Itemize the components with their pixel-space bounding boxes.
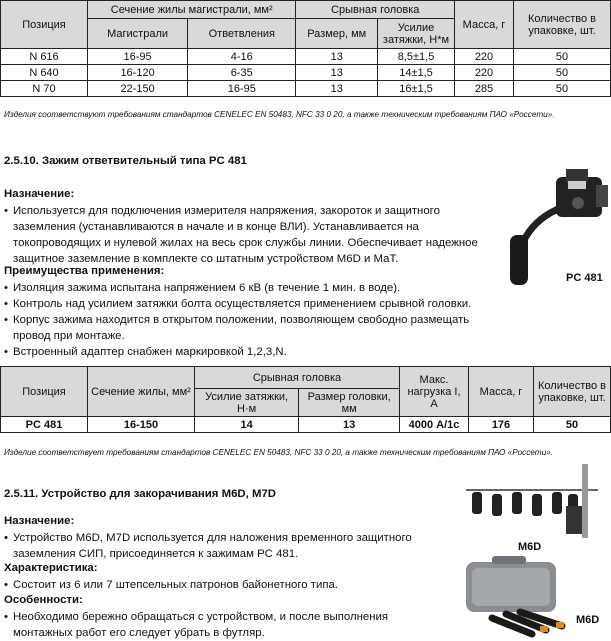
pc481-image-label: PC 481 (566, 272, 603, 284)
cell: 13 (299, 417, 400, 433)
m6d-image-label: M6D (518, 541, 542, 553)
cell: 13 (296, 65, 378, 81)
cell: 16-95 (188, 81, 296, 97)
m6d-case-image (462, 556, 574, 639)
col-position: Позиция (1, 1, 88, 49)
cell: 8,5±1,5 (378, 49, 455, 65)
table-row (1, 49, 611, 65)
col-qty: Количество в упаковке, шт. (534, 367, 611, 417)
cell: 285 (455, 81, 514, 97)
standards-note: Изделие соответствует требованиям стандартов CENELEC EN 50483, NFC 33 0 20, а также техническим требованиям ПАО «Россети». (4, 448, 554, 457)
col-section: Сечение жилы, мм² (88, 367, 195, 417)
table-pc481 (0, 366, 611, 433)
col-qty: Количество в упаковке, шт. (514, 1, 611, 49)
section-title-m6d: 2.5.11. Устройство для закорачивания М6D, M7D (4, 488, 277, 500)
cell: 220 (455, 65, 514, 81)
cell: 16-120 (88, 65, 188, 81)
col-position: Позиция (1, 367, 88, 417)
col-main: Магистрали (88, 19, 188, 49)
cell: PC 481 (1, 417, 88, 433)
cell: 50 (514, 65, 611, 81)
col-section: Сечение жилы магистрали, мм² (88, 1, 296, 19)
cell: 16-150 (88, 417, 195, 433)
cell: 13 (296, 81, 378, 97)
col-breakhead: Срывная головка (195, 367, 400, 389)
cell: 6-35 (188, 65, 296, 81)
purpose-paragraph: • Используется для подключения измерителя напряжения, закороток и защитного заземления (устанавливаются в начале и в конце ВЛИ). Устанавливается на токопроводящих и нулевой жилах на весь срок службы линии. Обеспечивает надежное защитное заземление в комплекте со штатным устройством М6D и МаТ. (4, 203, 496, 267)
cell: 176 (469, 417, 534, 433)
purpose-paragraph: • Устройство М6D, М7D используется для наложения временного защитного заземления СИП, присоединяется к зажимам PC 481. (4, 530, 429, 562)
col-force: Усилие затяжки, Н·м (195, 389, 299, 417)
list-item: • Контроль над усилием затяжки болта осуществляется применением срывной головки. (4, 296, 504, 312)
purpose-text (4, 203, 496, 267)
list-item: • Изоляция зажима испытана напряжением 6 кВ (в течение 1 мин. в воде). (4, 280, 504, 296)
cell: 50 (534, 417, 611, 433)
cell: 16±1,5 (378, 81, 455, 97)
cell: N 70 (1, 81, 88, 97)
case-image-label: M6D (576, 614, 600, 626)
list-item: • Встроенный адаптер снабжен маркировкой 1,2,3,N. (4, 344, 504, 360)
features-text (4, 609, 429, 641)
cell: N 640 (1, 65, 88, 81)
cell: N 616 (1, 49, 88, 65)
section-title-pc481: 2.5.10. Зажим ответвительный типа PC 481 (4, 155, 247, 167)
col-mass: Масса, г (455, 1, 514, 49)
cell: 4000 А/1с (400, 417, 469, 433)
col-size: Размер головки, мм (299, 389, 400, 417)
features-heading: Особенности: (4, 594, 83, 606)
advantages-list (4, 280, 504, 360)
characteristics-text (4, 577, 429, 593)
list-item: • Состоит из 6 или 7 штепсельных патронов байонетного типа. (4, 577, 429, 593)
table-row (1, 81, 611, 97)
table-clamps-n (0, 0, 611, 97)
purpose-heading: Назначение: (4, 188, 75, 200)
list-item: • Необходимо бережно обращаться с устройством, и после выполнения монтажных работ его следует убрать в футляр. (4, 609, 429, 641)
cell: 220 (455, 49, 514, 65)
standards-note: Изделия соответствуют требованиям стандартов CENELEC EN 50483, NFC 33 0 20, а также техническим требованиям ПАО «Россети». (4, 110, 555, 119)
characteristics-heading: Характеристика: (4, 562, 98, 574)
cell: 13 (296, 49, 378, 65)
table-row (1, 417, 611, 433)
col-force: Усилие затяжки, Н*м (378, 19, 455, 49)
col-breakhead: Срывная головка (296, 1, 455, 19)
advantages-heading: Преимущества применения: (4, 265, 165, 277)
m6d-device-image (458, 462, 608, 540)
list-item: • Корпус зажима находится в открытом положении, позволяющем свободно размещать провод при монтаже. (4, 312, 504, 344)
cell: 50 (514, 49, 611, 65)
col-mass: Масса, г (469, 367, 534, 417)
purpose-heading: Назначение: (4, 515, 75, 527)
col-branch: Ответвления (188, 19, 296, 49)
cell: 50 (514, 81, 611, 97)
table-row (1, 65, 611, 81)
cell: 14±1,5 (378, 65, 455, 81)
cell: 22-150 (88, 81, 188, 97)
purpose-text (4, 530, 429, 562)
col-size: Размер, мм (296, 19, 378, 49)
cell: 16-95 (88, 49, 188, 65)
col-load: Макс. нагрузка I, А (400, 367, 469, 417)
cell: 14 (195, 417, 299, 433)
cell: 4-16 (188, 49, 296, 65)
